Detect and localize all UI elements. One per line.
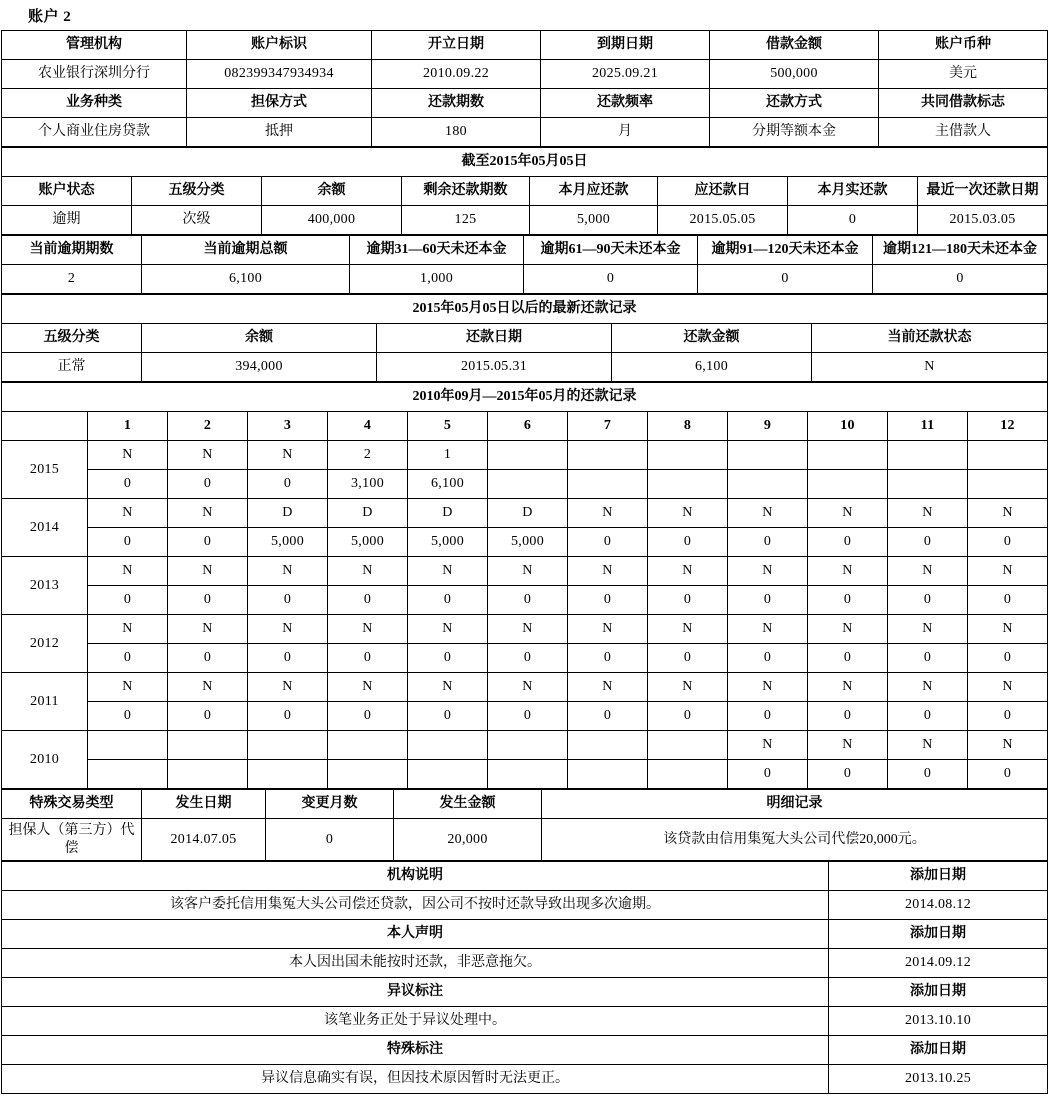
history-year-label: 2012: [2, 615, 88, 673]
history-status-cell: N: [808, 557, 888, 586]
history-status-cell: N: [568, 673, 648, 702]
history-status-cell: N: [248, 673, 328, 702]
history-status-cell: N: [488, 615, 568, 644]
history-amount-cell: 0: [808, 702, 888, 731]
value-currency: 美元: [879, 60, 1048, 89]
history-month-header-4: 4: [328, 412, 408, 441]
history-amount-cell: 0: [888, 702, 968, 731]
statement-content: 异议信息确实有误，但因技术原因暂时无法更正。: [2, 1065, 829, 1094]
table-row: [2, 353, 1048, 382]
history-amount-cell: 0: [648, 528, 728, 557]
value-overdue-121-180: 0: [873, 265, 1048, 294]
col-header-due-date: 到期日期: [541, 31, 710, 60]
value-latest-repay-amount: 6,100: [612, 353, 812, 382]
history-amount-cell: 5,000: [248, 528, 328, 557]
history-amount-cell: 0: [808, 760, 888, 789]
value-special-transaction-type: 担保人（第三方）代偿: [2, 819, 142, 861]
value-overdue-91-120: 0: [698, 265, 873, 294]
history-year-amount-row: [2, 644, 1048, 673]
history-status-cell: [808, 441, 888, 470]
history-status-cell: N: [888, 615, 968, 644]
value-account-id: 082399347934934: [187, 60, 372, 89]
col-header-overdue-61-90: 逾期61—90天未还本金: [524, 236, 698, 265]
table-row: [2, 148, 1048, 177]
col-header-changed-months: 变更月数: [266, 790, 394, 819]
history-amount-cell: 0: [88, 644, 168, 673]
repayment-history-table: [1, 382, 1048, 789]
col-header-five-level-class: 五级分类: [132, 177, 262, 206]
col-header-latest-repay-amount: 还款金额: [612, 324, 812, 353]
col-header-month-due-amount: 本月应还款: [530, 177, 658, 206]
history-amount-cell: 5,000: [488, 528, 568, 557]
statement-content-row: [2, 891, 1048, 920]
history-amount-cell: 0: [728, 528, 808, 557]
history-status-cell: N: [808, 615, 888, 644]
col-header-joint-borrower-flag: 共同借款标志: [879, 89, 1048, 118]
history-status-cell: N: [328, 673, 408, 702]
history-status-cell: [328, 731, 408, 760]
table-row: [2, 819, 1048, 861]
statement-date: 2013.10.25: [829, 1065, 1048, 1094]
col-header-current-overdue-periods: 当前逾期期数: [2, 236, 142, 265]
statement-header-row: [2, 1036, 1048, 1065]
history-status-cell: N: [488, 557, 568, 586]
history-year-status-row: [2, 673, 1048, 702]
col-header-latest-balance: 余额: [142, 324, 377, 353]
history-status-cell: N: [328, 615, 408, 644]
history-amount-cell: [968, 470, 1048, 499]
value-month-paid-amount: 0: [788, 206, 918, 235]
statement-title: 机构说明: [2, 862, 829, 891]
history-year-label: 2011: [2, 673, 88, 731]
history-status-cell: N: [728, 615, 808, 644]
history-status-cell: 1: [408, 441, 488, 470]
history-year-status-row: [2, 731, 1048, 760]
history-status-cell: [968, 441, 1048, 470]
col-header-repayment-method: 还款方式: [710, 89, 879, 118]
value-occur-amount: 20,000: [394, 819, 542, 861]
history-status-cell: N: [888, 731, 968, 760]
history-status-cell: [568, 441, 648, 470]
history-status-cell: N: [808, 673, 888, 702]
history-amount-cell: 0: [88, 528, 168, 557]
history-status-cell: N: [728, 499, 808, 528]
history-status-cell: N: [168, 441, 248, 470]
col-header-balance: 余额: [262, 177, 402, 206]
history-amount-cell: 0: [248, 644, 328, 673]
history-status-cell: 2: [328, 441, 408, 470]
history-status-cell: N: [408, 673, 488, 702]
statement-content: 该客户委托信用集冤大头公司偿还贷款，因公司不按时还款导致出现多次逾期。: [2, 891, 829, 920]
history-amount-cell: [568, 760, 648, 789]
history-status-cell: N: [888, 673, 968, 702]
statement-title: 异议标注: [2, 978, 829, 1007]
history-amount-cell: 0: [568, 586, 648, 615]
history-status-cell: N: [88, 615, 168, 644]
history-status-cell: D: [408, 499, 488, 528]
statement-content: 该笔业务正处于异议处理中。: [2, 1007, 829, 1036]
history-month-header-7: 7: [568, 412, 648, 441]
history-year-label: 2013: [2, 557, 88, 615]
basic-info-table: [1, 30, 1048, 147]
col-header-detail-record: 明细记录: [542, 790, 1048, 819]
value-managing-institution: 农业银行深圳分行: [2, 60, 187, 89]
col-header-guarantee-type: 担保方式: [187, 89, 372, 118]
statement-date-header: 添加日期: [829, 1036, 1048, 1065]
history-month-header-10: 10: [808, 412, 888, 441]
history-amount-cell: 0: [88, 586, 168, 615]
history-amount-cell: 0: [328, 644, 408, 673]
table-row: [2, 383, 1048, 412]
history-month-header-1: 1: [88, 412, 168, 441]
history-status-cell: N: [968, 499, 1048, 528]
history-amount-cell: [728, 470, 808, 499]
history-amount-cell: 0: [408, 586, 488, 615]
history-amount-cell: [808, 470, 888, 499]
history-status-cell: [248, 731, 328, 760]
history-status-cell: [728, 441, 808, 470]
history-status-cell: N: [648, 499, 728, 528]
col-header-business-type: 业务种类: [2, 89, 187, 118]
history-status-cell: N: [168, 673, 248, 702]
value-detail-record: 该贷款由信用集冤大头公司代偿20,000元。: [542, 819, 1048, 861]
history-corner-cell: [2, 412, 88, 441]
history-status-cell: D: [328, 499, 408, 528]
history-status-cell: N: [88, 673, 168, 702]
history-amount-cell: 5,000: [408, 528, 488, 557]
history-amount-cell: 5,000: [328, 528, 408, 557]
history-status-cell: [888, 441, 968, 470]
value-latest-repay-date: 2015.05.31: [377, 353, 612, 382]
history-year-amount-row: [2, 586, 1048, 615]
col-header-overdue-91-120: 逾期91—120天未还本金: [698, 236, 873, 265]
history-amount-cell: 0: [488, 644, 568, 673]
history-amount-cell: 0: [968, 644, 1048, 673]
history-status-cell: N: [568, 615, 648, 644]
statement-date: 2013.10.10: [829, 1007, 1048, 1036]
value-repayment-method: 分期等额本金: [710, 118, 879, 147]
history-month-header-6: 6: [488, 412, 568, 441]
history-status-cell: N: [888, 499, 968, 528]
statement-date: 2014.08.12: [829, 891, 1048, 920]
history-status-cell: [88, 731, 168, 760]
history-amount-cell: 0: [168, 586, 248, 615]
statement-date-header: 添加日期: [829, 920, 1048, 949]
history-status-cell: N: [168, 615, 248, 644]
table-row: [2, 60, 1048, 89]
statement-date-header: 添加日期: [829, 862, 1048, 891]
history-amount-cell: 0: [728, 760, 808, 789]
value-balance: 400,000: [262, 206, 402, 235]
history-year-amount-row: [2, 470, 1048, 499]
history-year-status-row: [2, 499, 1048, 528]
col-header-occur-amount: 发生金额: [394, 790, 542, 819]
history-status-cell: [648, 731, 728, 760]
history-amount-cell: 0: [808, 644, 888, 673]
history-status-cell: N: [248, 557, 328, 586]
table-row: [2, 177, 1048, 206]
history-status-cell: [408, 731, 488, 760]
history-amount-cell: 0: [168, 644, 248, 673]
history-status-cell: N: [728, 731, 808, 760]
history-amount-cell: [88, 760, 168, 789]
latest-repayment-table: [1, 294, 1048, 382]
history-amount-cell: [648, 760, 728, 789]
history-amount-cell: 0: [488, 586, 568, 615]
value-joint-borrower-flag: 主借款人: [879, 118, 1048, 147]
statement-header-row: [2, 862, 1048, 891]
table-row: [2, 31, 1048, 60]
value-latest-balance: 394,000: [142, 353, 377, 382]
table-row: [2, 265, 1048, 294]
history-status-cell: N: [728, 557, 808, 586]
history-amount-cell: 0: [568, 644, 648, 673]
history-amount-cell: [328, 760, 408, 789]
history-amount-cell: 0: [88, 702, 168, 731]
history-status-cell: N: [168, 499, 248, 528]
history-status-cell: N: [408, 557, 488, 586]
col-header-special-transaction-type: 特殊交易类型: [2, 790, 142, 819]
history-amount-cell: [888, 470, 968, 499]
history-month-header-row: [2, 412, 1048, 441]
value-overdue-31-60: 1,000: [350, 265, 524, 294]
history-status-cell: N: [488, 673, 568, 702]
col-header-repayment-frequency: 还款频率: [541, 89, 710, 118]
table-row: [2, 206, 1048, 235]
value-five-level-class: 次级: [132, 206, 262, 235]
value-latest-five-level-class: 正常: [2, 353, 142, 382]
history-status-cell: N: [248, 441, 328, 470]
history-status-cell: N: [968, 673, 1048, 702]
history-status-cell: N: [648, 557, 728, 586]
table-row: [2, 790, 1048, 819]
history-status-cell: [488, 731, 568, 760]
statement-header-row: [2, 978, 1048, 1007]
latest-repayment-banner: 2015年05月05日以后的最新还款记录: [2, 295, 1048, 324]
col-header-overdue-121-180: 逾期121—180天未还本金: [873, 236, 1048, 265]
history-amount-cell: 0: [888, 760, 968, 789]
history-amount-cell: [488, 470, 568, 499]
value-month-due-amount: 5,000: [530, 206, 658, 235]
col-header-account-id: 账户标识: [187, 31, 372, 60]
history-amount-cell: 0: [888, 586, 968, 615]
history-status-cell: N: [968, 615, 1048, 644]
history-amount-cell: [408, 760, 488, 789]
history-status-cell: D: [488, 499, 568, 528]
history-status-cell: N: [648, 673, 728, 702]
col-header-occur-date: 发生日期: [142, 790, 266, 819]
history-amount-cell: [568, 470, 648, 499]
history-amount-cell: 0: [248, 702, 328, 731]
value-last-repayment-date: 2015.03.05: [918, 206, 1048, 235]
history-amount-cell: 6,100: [408, 470, 488, 499]
history-month-header-3: 3: [248, 412, 328, 441]
value-guarantee-type: 抵押: [187, 118, 372, 147]
history-month-header-11: 11: [888, 412, 968, 441]
value-business-type: 个人商业住房贷款: [2, 118, 187, 147]
statement-date-header: 添加日期: [829, 978, 1048, 1007]
value-open-date: 2010.09.22: [372, 60, 541, 89]
history-status-cell: [168, 731, 248, 760]
history-status-cell: N: [168, 557, 248, 586]
col-header-currency: 账户币种: [879, 31, 1048, 60]
history-status-cell: N: [248, 615, 328, 644]
history-amount-cell: 0: [168, 470, 248, 499]
history-amount-cell: 0: [248, 470, 328, 499]
history-amount-cell: 0: [568, 528, 648, 557]
statement-content-row: [2, 1007, 1048, 1036]
statement-content-row: [2, 1065, 1048, 1094]
history-amount-cell: 0: [648, 586, 728, 615]
history-status-cell: N: [888, 557, 968, 586]
history-amount-cell: 0: [488, 702, 568, 731]
history-amount-cell: 0: [728, 702, 808, 731]
history-year-amount-row: [2, 528, 1048, 557]
statement-content-row: [2, 949, 1048, 978]
history-banner: 2010年09月—2015年05月的还款记录: [2, 383, 1048, 412]
value-current-overdue-total: 6,100: [142, 265, 350, 294]
value-changed-months: 0: [266, 819, 394, 861]
history-year-status-row: [2, 441, 1048, 470]
history-status-cell: D: [248, 499, 328, 528]
history-status-cell: [568, 731, 648, 760]
history-amount-cell: [168, 760, 248, 789]
history-amount-cell: 0: [168, 702, 248, 731]
table-row: [2, 324, 1048, 353]
history-status-cell: N: [968, 731, 1048, 760]
history-status-cell: N: [88, 441, 168, 470]
history-status-cell: N: [808, 499, 888, 528]
history-amount-cell: 0: [968, 586, 1048, 615]
col-header-remaining-periods: 剩余还款期数: [402, 177, 530, 206]
history-amount-cell: [648, 470, 728, 499]
history-status-cell: N: [408, 615, 488, 644]
history-month-header-9: 9: [728, 412, 808, 441]
table-row: [2, 89, 1048, 118]
history-year-label: 2014: [2, 499, 88, 557]
history-amount-cell: 0: [968, 702, 1048, 731]
table-row: [2, 295, 1048, 324]
col-header-month-paid-amount: 本月实还款: [788, 177, 918, 206]
history-amount-cell: 0: [568, 702, 648, 731]
col-header-latest-repay-status: 当前还款状态: [812, 324, 1048, 353]
history-amount-cell: [248, 760, 328, 789]
page-title: 账户 2: [28, 9, 72, 25]
statement-title: 特殊标注: [2, 1036, 829, 1065]
history-amount-cell: 0: [968, 528, 1048, 557]
history-year-label: 2015: [2, 441, 88, 499]
history-status-cell: N: [728, 673, 808, 702]
history-status-cell: N: [88, 499, 168, 528]
history-month-header-5: 5: [408, 412, 488, 441]
col-header-open-date: 开立日期: [372, 31, 541, 60]
value-account-status: 逾期: [2, 206, 132, 235]
value-loan-amount: 500,000: [710, 60, 879, 89]
value-remaining-periods: 125: [402, 206, 530, 235]
history-month-header-2: 2: [168, 412, 248, 441]
history-amount-cell: [488, 760, 568, 789]
history-year-amount-row: [2, 760, 1048, 789]
statements-table: [1, 861, 1048, 1094]
history-amount-cell: 0: [648, 644, 728, 673]
col-header-repayment-periods: 还款期数: [372, 89, 541, 118]
as-of-banner: 截至2015年05月05日: [2, 148, 1048, 177]
col-header-current-overdue-total: 当前逾期总额: [142, 236, 350, 265]
history-year-label: 2010: [2, 731, 88, 789]
history-amount-cell: 0: [728, 644, 808, 673]
history-amount-cell: 0: [728, 586, 808, 615]
history-month-header-8: 8: [648, 412, 728, 441]
history-amount-cell: 0: [328, 702, 408, 731]
value-due-day: 2015.05.05: [658, 206, 788, 235]
value-occur-date: 2014.07.05: [142, 819, 266, 861]
history-amount-cell: 0: [328, 586, 408, 615]
history-amount-cell: 0: [648, 702, 728, 731]
history-amount-cell: 0: [168, 528, 248, 557]
history-status-cell: N: [568, 499, 648, 528]
history-status-cell: N: [568, 557, 648, 586]
history-year-status-row: [2, 615, 1048, 644]
value-latest-repay-status: N: [812, 353, 1048, 382]
statement-header-row: [2, 920, 1048, 949]
value-repayment-periods: 180: [372, 118, 541, 147]
history-amount-cell: 0: [888, 644, 968, 673]
table-row: [2, 236, 1048, 265]
overdue-table: [1, 235, 1048, 294]
history-amount-cell: 0: [408, 644, 488, 673]
history-status-cell: N: [968, 557, 1048, 586]
col-header-last-repayment-date: 最近一次还款日期: [918, 177, 1048, 206]
as-of-status-table: [1, 147, 1048, 235]
history-status-cell: [648, 441, 728, 470]
col-header-loan-amount: 借款金额: [710, 31, 879, 60]
history-year-status-row: [2, 557, 1048, 586]
history-amount-cell: 0: [888, 528, 968, 557]
statement-content: 本人因出国未能按时还款，非恶意拖欠。: [2, 949, 829, 978]
statement-title: 本人声明: [2, 920, 829, 949]
history-status-cell: N: [648, 615, 728, 644]
special-transaction-table: [1, 789, 1048, 861]
col-header-account-status: 账户状态: [2, 177, 132, 206]
col-header-overdue-31-60: 逾期31—60天未还本金: [350, 236, 524, 265]
col-header-latest-five-level-class: 五级分类: [2, 324, 142, 353]
value-current-overdue-periods: 2: [2, 265, 142, 294]
history-amount-cell: 0: [808, 586, 888, 615]
history-status-cell: N: [88, 557, 168, 586]
history-amount-cell: 0: [88, 470, 168, 499]
history-amount-cell: 0: [408, 702, 488, 731]
table-row: [2, 118, 1048, 147]
col-header-managing-institution: 管理机构: [2, 31, 187, 60]
history-amount-cell: 0: [968, 760, 1048, 789]
history-amount-cell: 0: [248, 586, 328, 615]
col-header-latest-repay-date: 还款日期: [377, 324, 612, 353]
history-status-cell: N: [328, 557, 408, 586]
value-overdue-61-90: 0: [524, 265, 698, 294]
history-month-header-12: 12: [968, 412, 1048, 441]
history-status-cell: [488, 441, 568, 470]
value-due-date: 2025.09.21: [541, 60, 710, 89]
col-header-due-day: 应还款日: [658, 177, 788, 206]
statement-date: 2014.09.12: [829, 949, 1048, 978]
history-status-cell: N: [808, 731, 888, 760]
value-repayment-frequency: 月: [541, 118, 710, 147]
history-year-amount-row: [2, 702, 1048, 731]
history-amount-cell: 0: [808, 528, 888, 557]
history-amount-cell: 3,100: [328, 470, 408, 499]
